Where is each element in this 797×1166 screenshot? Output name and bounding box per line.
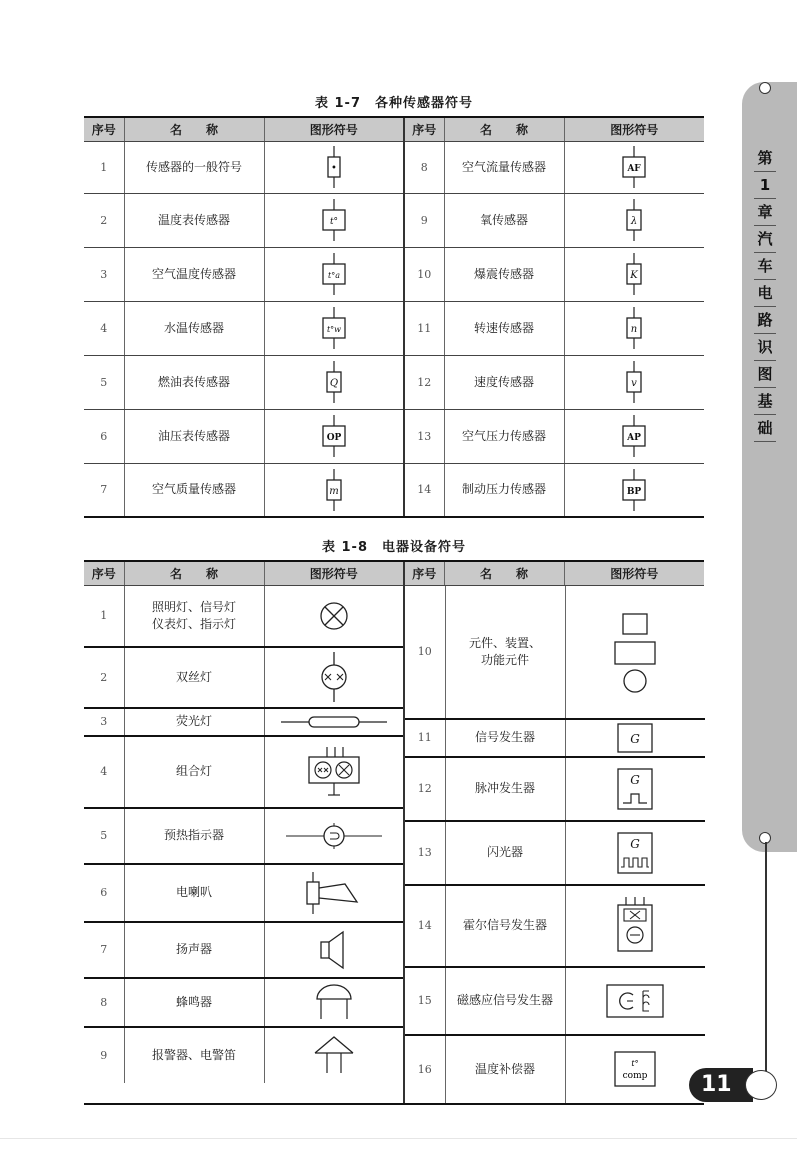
sensor-symbol-label: m [329, 485, 339, 497]
table-1-7-caption: 表 1-7 各种传感器符号 [314, 96, 473, 111]
sensor-symbol-table [84, 116, 704, 518]
sensor-symbol-label: t°w [326, 325, 341, 334]
chapter-title-char: 基 [754, 388, 776, 415]
sensor-symbol [564, 247, 704, 301]
sensor-name: 燃油表传感器 [124, 355, 264, 409]
sensor-name: 制动压力传感器 [444, 463, 564, 517]
loudspeaker-symbol-icon [264, 922, 404, 978]
row-number: 7 [84, 463, 124, 517]
electrical-equipment-symbol-table [84, 560, 704, 1105]
sensor-name: 空气质量传感器 [124, 463, 264, 517]
row-number: 7 [84, 922, 124, 978]
row-number: 6 [84, 864, 124, 922]
chapter-title-char: 识 [754, 334, 776, 361]
sensor-name: 温度表传感器 [124, 193, 264, 247]
row-number: 4 [84, 736, 124, 808]
sensor-symbol-label: t°a [327, 271, 340, 280]
name-line: 元件、装置、 [468, 635, 541, 650]
chapter-title-char: 电 [754, 280, 776, 307]
equipment-name: 双丝灯 [124, 647, 264, 708]
row-number: 12 [404, 355, 444, 409]
table-row [84, 708, 404, 736]
sensor-symbol-icon [617, 197, 651, 243]
equipment-name: 蜂鸣器 [124, 978, 264, 1027]
decor-line [765, 842, 767, 1074]
chapter-title-char: 图 [754, 361, 776, 388]
row-number: 11 [404, 301, 444, 355]
sensor-name: 油压表传感器 [124, 409, 264, 463]
page-number: 11 [689, 1068, 753, 1102]
sensor-name: 空气温度传感器 [124, 247, 264, 301]
table-row [84, 586, 404, 647]
col-header-name: 名 称 [124, 117, 264, 141]
col-header-seq: 序号 [84, 561, 124, 585]
col-header-name: 名 称 [444, 561, 564, 585]
row-number: 11 [405, 719, 445, 757]
name-line: 照明灯、信号灯 [151, 599, 236, 614]
sensor-symbol-icon [317, 144, 351, 190]
table-row [84, 301, 704, 355]
sensor-symbol-label: AP [627, 433, 642, 443]
table-1-8-caption: 表 1-8 电器设备符号 [321, 540, 466, 555]
sensor-symbol-icon [617, 359, 651, 405]
equipment-name [124, 586, 264, 647]
row-number: 3 [84, 247, 124, 301]
sensor-symbol-icon [617, 413, 651, 459]
row-number: 6 [84, 409, 124, 463]
sensor-symbol [564, 141, 704, 193]
sensor-symbol-label: • [330, 163, 337, 174]
table-row [84, 247, 704, 301]
table-row [84, 864, 404, 922]
table-row [84, 808, 404, 864]
sensor-symbol-label: t° [329, 217, 338, 227]
sensor-symbol [264, 409, 404, 463]
combination-lamp-symbol-icon [264, 736, 404, 808]
col-header-symbol: 图形符号 [564, 117, 704, 141]
symbol-label-line: t° [631, 1059, 639, 1068]
equipment-name: 扬声器 [124, 922, 264, 978]
equipment-name: 组合灯 [124, 736, 264, 808]
sensor-symbol [264, 463, 404, 517]
sensor-symbol-icon [317, 413, 351, 459]
row-number: 9 [404, 193, 444, 247]
sensor-name: 速度传感器 [444, 355, 564, 409]
magnetic-generator-symbol-icon [565, 967, 705, 1035]
page-bottom-line [0, 1138, 797, 1139]
symbol-letter: G [630, 731, 641, 746]
sensor-symbol-icon [317, 359, 351, 405]
sensor-symbol-label: n [631, 324, 638, 335]
symbol-label-line: comp [622, 1071, 648, 1081]
sensor-name: 水温传感器 [124, 301, 264, 355]
chapter-title-vertical [754, 145, 776, 442]
col-header-seq: 序号 [404, 117, 444, 141]
table-row [84, 1027, 404, 1083]
sensor-symbol-label: OP [326, 433, 342, 443]
chapter-title-char: 路 [754, 307, 776, 334]
table-row [405, 1035, 705, 1103]
electric-horn-symbol-icon [264, 864, 404, 922]
sensor-symbol-label: Q [329, 378, 338, 389]
equipment-name: 电喇叭 [124, 864, 264, 922]
row-number: 14 [404, 463, 444, 517]
sensor-symbol [564, 355, 704, 409]
sensor-symbol-label: BP [627, 486, 642, 497]
row-number: 13 [404, 409, 444, 463]
equipment-name [445, 586, 565, 719]
table-row [405, 586, 705, 719]
buzzer-symbol-icon [264, 978, 404, 1027]
hall-generator-symbol-icon [565, 885, 705, 967]
row-number: 1 [84, 141, 124, 193]
flasher-symbol-icon [565, 821, 705, 885]
sensor-symbol [564, 463, 704, 517]
row-number: 5 [84, 355, 124, 409]
table-row [405, 757, 705, 821]
lamp-symbol-icon [264, 586, 404, 647]
row-number: 16 [405, 1035, 445, 1103]
sensor-symbol-label: K [630, 270, 638, 281]
sensor-symbol-icon [617, 144, 651, 190]
fluorescent-lamp-symbol-icon [264, 708, 404, 736]
sensor-name: 氧传感器 [444, 193, 564, 247]
table-row [84, 409, 704, 463]
sensor-symbol [264, 193, 404, 247]
row-number: 2 [84, 193, 124, 247]
table-header-row [84, 561, 704, 585]
table-row [405, 885, 705, 967]
chapter-title-char: 章 [754, 199, 776, 226]
table-row [84, 922, 404, 978]
table-row [405, 821, 705, 885]
table-row [405, 719, 705, 757]
sensor-symbol-label: λ [631, 216, 638, 227]
row-number: 8 [84, 978, 124, 1027]
sensor-symbol [564, 301, 704, 355]
equipment-name: 预热指示器 [124, 808, 264, 864]
sensor-name: 空气流量传感器 [444, 141, 564, 193]
equipment-name: 报警器、电警笛 [124, 1027, 264, 1083]
sensor-symbol [264, 141, 404, 193]
sensor-name: 转速传感器 [444, 301, 564, 355]
sensor-symbol-icon [317, 305, 351, 351]
col-header-symbol: 图形符号 [564, 561, 704, 585]
sensor-symbol [264, 355, 404, 409]
pulse-generator-symbol-icon [565, 757, 705, 821]
chapter-title-char: 第 [754, 145, 776, 172]
row-number: 5 [84, 808, 124, 864]
sensor-name: 空气压力传感器 [444, 409, 564, 463]
col-header-seq: 序号 [404, 561, 444, 585]
temp-compensator-symbol-icon [565, 1035, 705, 1103]
component-symbol-icon [565, 586, 705, 719]
table-row [84, 978, 404, 1027]
row-number: 15 [405, 967, 445, 1035]
row-number: 8 [404, 141, 444, 193]
row-number: 10 [404, 247, 444, 301]
table-row [84, 355, 704, 409]
sensor-symbol-icon [617, 467, 651, 513]
sensor-symbol-label: v [631, 378, 638, 389]
symbol-letter: G [630, 772, 641, 787]
sensor-name: 传感器的一般符号 [124, 141, 264, 193]
equipment-name: 闪光器 [445, 821, 565, 885]
equipment-name: 荧光灯 [124, 708, 264, 736]
equipment-name: 温度补偿器 [445, 1035, 565, 1103]
name-line: 仪表灯、指示灯 [151, 616, 236, 631]
double-filament-lamp-symbol-icon [264, 647, 404, 708]
sensor-symbol-icon [317, 467, 351, 513]
chapter-title-char: 汽 [754, 226, 776, 253]
equipment-name: 磁感应信号发生器 [445, 967, 565, 1035]
row-number: 3 [84, 708, 124, 736]
sensor-symbol-icon [617, 305, 651, 351]
row-number: 12 [405, 757, 445, 821]
sensor-symbol [264, 301, 404, 355]
sensor-symbol-label: AF [627, 164, 641, 174]
col-header-seq: 序号 [84, 117, 124, 141]
sensor-symbol [564, 193, 704, 247]
chapter-title-char: 车 [754, 253, 776, 280]
row-number: 10 [405, 586, 445, 719]
col-header-name: 名 称 [124, 561, 264, 585]
table-row [84, 736, 404, 808]
alarm-siren-symbol-icon [264, 1027, 404, 1083]
symbol-letter: G [630, 836, 641, 851]
page-number-circle-icon [745, 1070, 777, 1100]
table-header-row [84, 117, 704, 141]
row-number: 4 [84, 301, 124, 355]
equipment-name: 霍尔信号发生器 [445, 885, 565, 967]
glow-indicator-symbol-icon [264, 808, 404, 864]
row-number: 2 [84, 647, 124, 708]
row-number: 9 [84, 1027, 124, 1083]
decor-circle-icon [759, 82, 771, 94]
sensor-symbol [564, 409, 704, 463]
chapter-title-char: 础 [754, 415, 776, 442]
table-row [405, 967, 705, 1035]
sensor-symbol-icon [617, 251, 651, 297]
name-line: 功能元件 [480, 652, 529, 667]
table-row [84, 193, 704, 247]
sensor-name: 爆震传感器 [444, 247, 564, 301]
col-header-symbol: 图形符号 [264, 561, 404, 585]
sensor-symbol [264, 247, 404, 301]
equipment-name: 脉冲发生器 [445, 757, 565, 821]
table-row [84, 647, 404, 708]
chapter-title-char: 1 [754, 172, 776, 199]
table-body-row [84, 585, 704, 1104]
row-number: 14 [405, 885, 445, 967]
sensor-symbol-icon [317, 197, 351, 243]
col-header-symbol: 图形符号 [264, 117, 404, 141]
table-row [84, 141, 704, 193]
table-row [84, 463, 704, 517]
sensor-symbol-icon [317, 251, 351, 297]
row-number: 1 [84, 586, 124, 647]
equipment-name: 信号发生器 [445, 719, 565, 757]
row-number: 13 [405, 821, 445, 885]
col-header-name: 名 称 [444, 117, 564, 141]
signal-generator-symbol-icon [565, 719, 705, 757]
